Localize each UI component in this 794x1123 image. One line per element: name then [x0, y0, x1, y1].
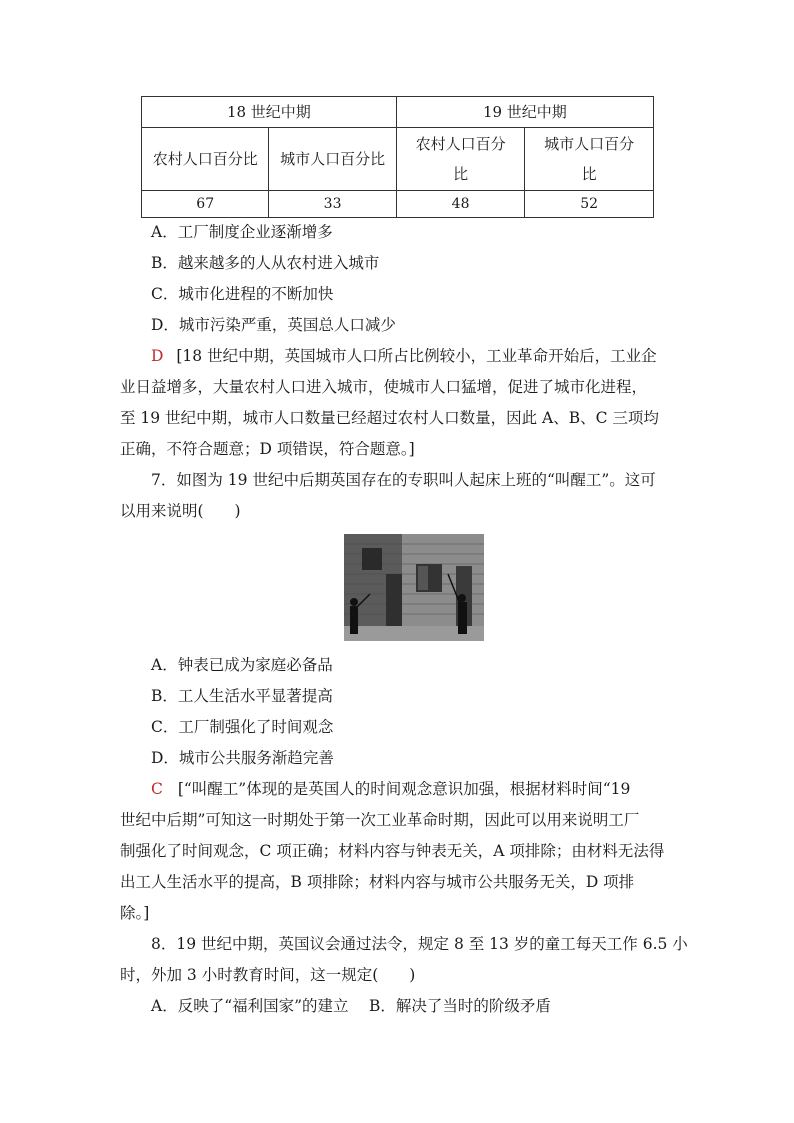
q7-explanation-line-2: 世纪中后期”可知这一时期处于第一次工业革命时期，因此可以用来说明工厂 — [120, 811, 640, 829]
q7-explanation-line-4: 出工人生活水平的提高，B 项排除；材料内容与城市公共服务无关，D 项排 — [120, 873, 635, 891]
q7-stem-line-2: 以用来说明( ) — [120, 502, 241, 520]
table-col-urban-19-line2: 比 — [581, 165, 597, 183]
q7-option-d: D．城市公共服务渐趋完善 — [151, 749, 334, 767]
q6-explanation-line-3: 至 19 世纪中期，城市人口数量已经超过农村人口数量，因此 A、B、C 三项均 — [120, 409, 659, 427]
table-header-19th: 19 世纪中期 — [396, 97, 653, 128]
population-table — [141, 96, 654, 218]
q6-option-c: C．城市化进程的不断加快 — [151, 285, 334, 303]
q6-option-a: A．工厂制度企业逐渐增多 — [151, 223, 333, 241]
table-col-urban-18: 城市人口百分比 — [269, 128, 396, 191]
q6-explanation-text: [18 世纪中期，英国城市人口所占比例较小，工业革命开始后，工业企 — [176, 347, 657, 365]
q6-explanation-line-1 — [151, 346, 680, 366]
q7-explanation-line-5: 除。] — [120, 904, 150, 922]
q7-option-b: B．工人生活水平显著提高 — [151, 687, 333, 705]
table-header-18th: 18 世纪中期 — [142, 97, 397, 128]
table-cell: 52 — [525, 191, 654, 218]
table-cell: 33 — [269, 191, 396, 218]
table-col-urban-19-line1: 城市人口百分 — [544, 135, 635, 153]
q6-explanation-line-2: 业日益增多，大量农村人口进入城市，使城市人口猛增，促进了城市化进程， — [120, 378, 648, 396]
q6-explanation-line-4: 正确，不符合题意；D 项错误，符合题意。] — [120, 440, 415, 458]
q8-stem-line-2: 时，外加 3 小时教育时间，这一规定( ) — [120, 966, 416, 984]
table-col-rural-19-line1: 农村人口百分 — [415, 135, 506, 153]
table-cell: 48 — [396, 191, 525, 218]
q6-option-d: D．城市污染严重，英国总人口减少 — [151, 316, 396, 334]
q6-answer: D — [151, 347, 164, 365]
q7-option-c: C．工厂制强化了时间观念 — [151, 718, 334, 736]
table-col-urban-19 — [525, 128, 654, 191]
knocker-upper-illustration — [344, 534, 484, 641]
table-col-rural-19-line2: 比 — [453, 165, 469, 183]
table-cell: 67 — [142, 191, 269, 218]
q7-option-a: A．钟表已成为家庭必备品 — [151, 656, 333, 674]
q8-options-row: A．反映了“福利国家”的建立 B．解决了当时的阶级矛盾 — [151, 997, 551, 1015]
q6-option-b: B．越来越多的人从农村进入城市 — [151, 254, 380, 272]
q7-stem-line-1: 7．如图为 19 世纪中后期英国存在的专职叫人起床上班的“叫醒工”。这可 — [151, 471, 656, 489]
q7-explanation-text: [“叫醒工”体现的是英国人的时间观念意识加强，根据材料时间“19 — [177, 780, 631, 798]
q7-explanation-line-3: 制强化了时间观念，C 项正确；材料内容与钟表无关，A 项排除；由材料无法得 — [120, 842, 665, 860]
q7-explanation-line-1 — [151, 779, 680, 799]
q7-answer: C — [151, 780, 163, 798]
table-col-rural-18: 农村人口百分比 — [142, 128, 269, 191]
table-col-rural-19 — [396, 128, 525, 191]
q8-stem-line-1: 8．19 世纪中期，英国议会通过法令，规定 8 至 13 岁的童工每天工作 6.5 小 — [151, 935, 688, 953]
knocker-upper-photo — [344, 534, 484, 641]
